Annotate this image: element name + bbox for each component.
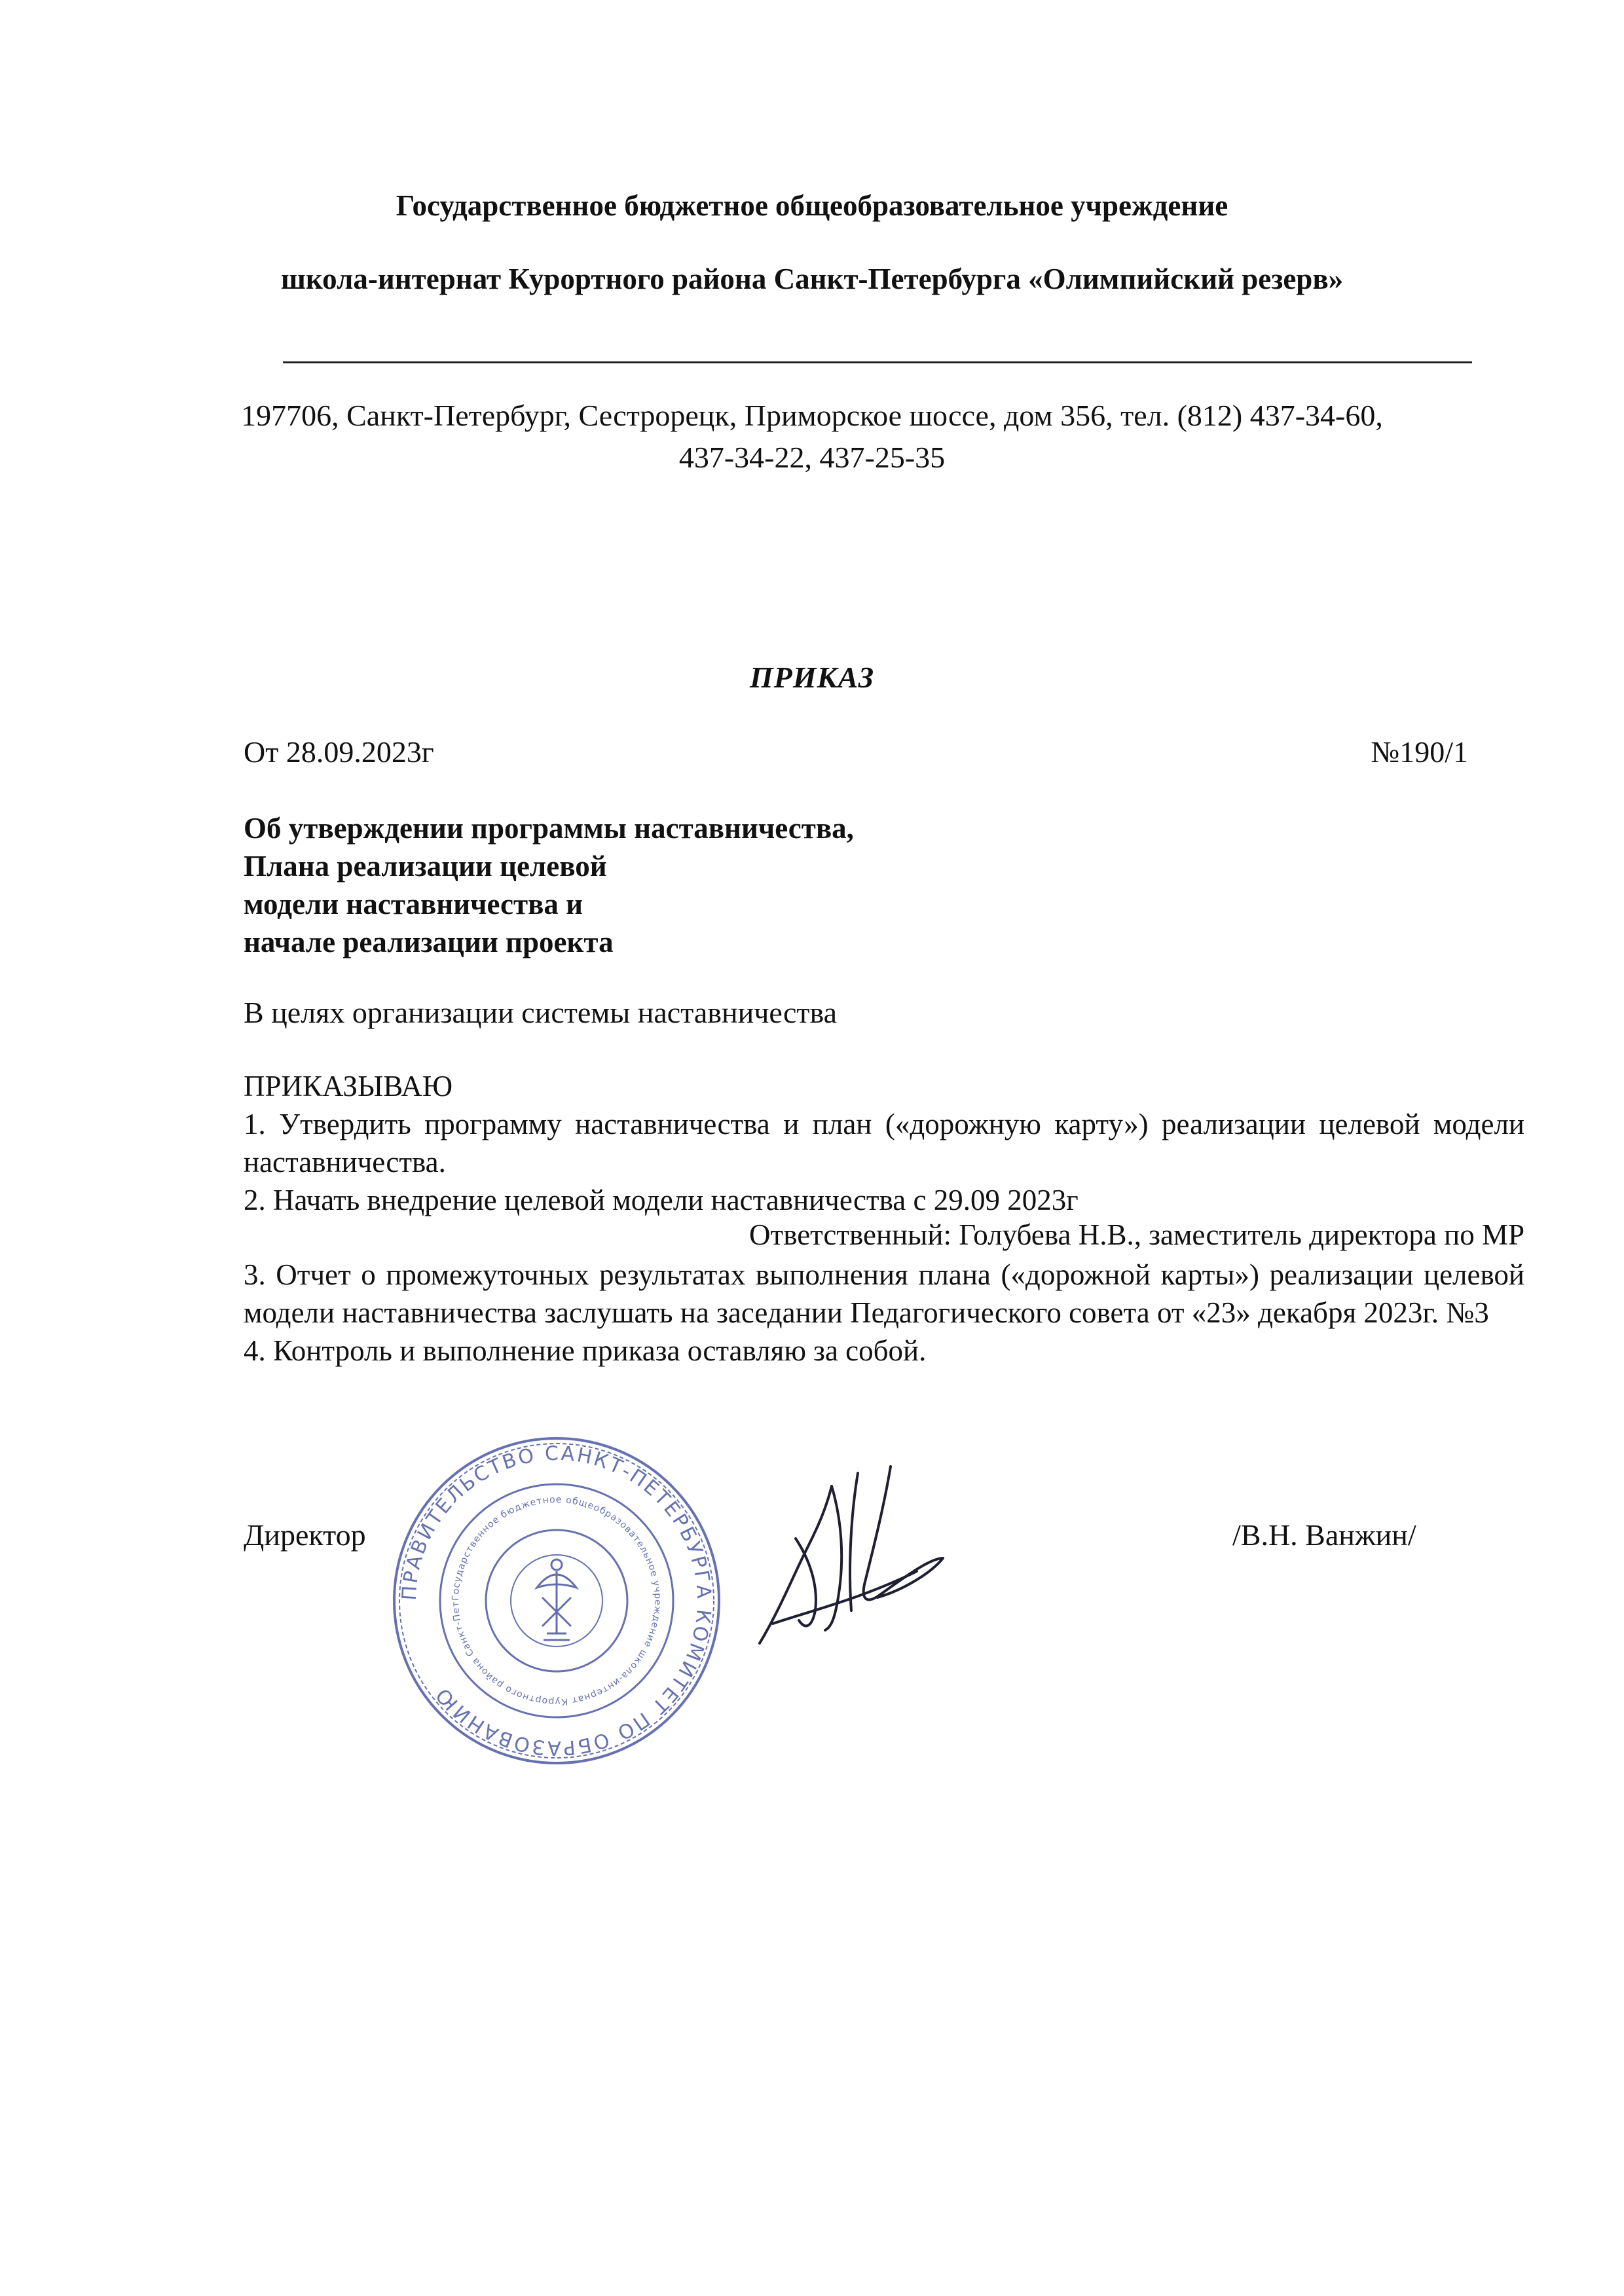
responsible-person: Ответственный: Голубева Н.В., заместитель директора по МР xyxy=(749,1218,1524,1251)
header-divider xyxy=(283,361,1472,363)
seal-outer-text: ПРАВИТЕЛЬСТВО САНКТ-ПЕТЕРБУРГА КОМИТЕТ ПО ОБРАЗОВАНИЮ xyxy=(397,1442,716,1760)
subject-line1: Об утверждении программы наставничества, xyxy=(244,812,854,845)
handwritten-signature xyxy=(733,1460,969,1660)
subject-line4: начале реализации проекта xyxy=(244,926,614,958)
address-line2: 437-34-22, 437-25-35 xyxy=(678,441,946,474)
command-word: ПРИКАЗЫВАЮ xyxy=(244,1070,453,1102)
order-number: №190/1 xyxy=(1371,735,1468,769)
order-date: От 28.09.2023г xyxy=(244,735,434,769)
institution-name-line1: Государственное бюджетное общеобразовательное учреждение xyxy=(396,189,1228,222)
order-body-continued xyxy=(244,1256,1524,1370)
address-line1: 197706, Санкт-Петербург, Сестрорецк, Приморское шоссе, дом 356, тел. (812) 437-34-60, xyxy=(241,399,1383,432)
order-item-1: 1. Утвердить программу наставничества и план («дорожную карту») реализации целевой модели наставничества. xyxy=(244,1108,1524,1178)
order-subject xyxy=(244,809,854,961)
subject-line3: модели наставничества и xyxy=(244,888,583,920)
subject-line2: Плана реализации целевой xyxy=(244,850,607,883)
order-item-2: 2. Начать внедрение целевой модели наставничества с 29.09 2023г xyxy=(244,1184,1079,1216)
order-body xyxy=(244,1067,1524,1219)
document-title: ПРИКАЗ xyxy=(749,661,875,694)
order-item-3: 3. Отчет о промежуточных результатах выполнения плана («дорожной карты») реализации целевой модели наставничества заслушать на заседании Педагогического совета от «23» декабря 2023г. №3 xyxy=(244,1258,1524,1329)
seal-inner-text: Государственное бюджетное общеобразовательное учреждение школа-интернат Курортного района Санкт-Пет xyxy=(450,1494,663,1707)
seal-emblem-icon xyxy=(537,1559,576,1640)
official-seal xyxy=(386,1430,727,1774)
purpose-statement: В целях организации системы наставничества xyxy=(244,996,838,1029)
order-item-4: 4. Контроль и выполнение приказа оставляю за собой. xyxy=(244,1334,927,1367)
signer-name: /В.Н. Ванжин/ xyxy=(1232,1518,1416,1552)
signer-role: Директор xyxy=(244,1518,366,1552)
institution-name-line2: школа-интернат Курортного района Санкт-Петербурга «Олимпийский резерв» xyxy=(280,263,1344,295)
